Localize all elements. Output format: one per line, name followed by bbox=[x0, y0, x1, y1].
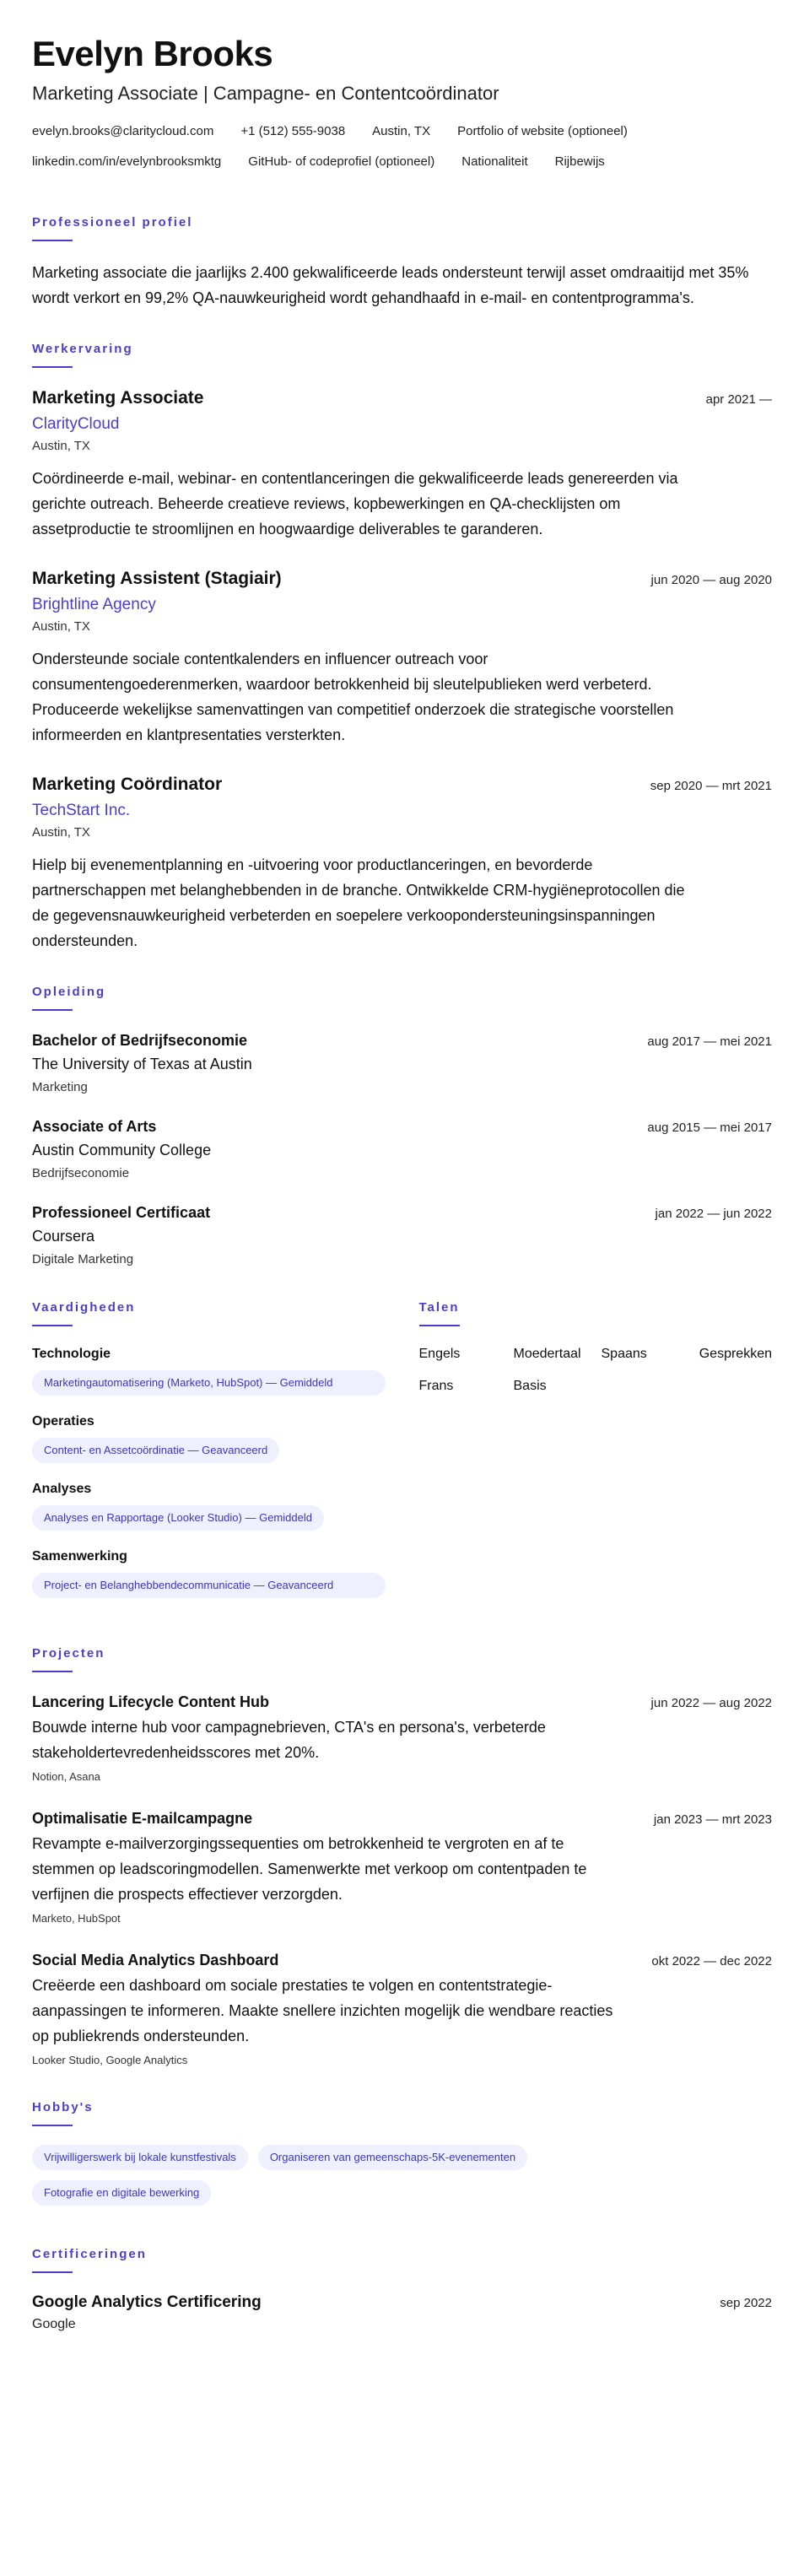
contact-nationality: Nationaliteit bbox=[461, 154, 528, 169]
skill-group bbox=[32, 1480, 386, 1531]
education-date: aug 2015 — mei 2017 bbox=[647, 1121, 772, 1135]
job-entry bbox=[32, 773, 772, 953]
project-title: Social Media Analytics Dashboard bbox=[32, 1952, 279, 1968]
project-date: jan 2023 — mrt 2023 bbox=[653, 1812, 772, 1827]
language-row bbox=[419, 1345, 773, 1364]
profile-summary: Marketing associate die jaarlijks 2.400 gekwalificeerde leads ondersteunt terwijl asset omdraaitijd met 35% wordt verkort en 99,2% QA-nauwkeurigheid wordt gehandhaafd in e-mail- en contentprogramma's. bbox=[32, 264, 749, 306]
section-divider bbox=[32, 1009, 73, 1011]
candidate-headline: Marketing Associate | Campagne- en Contentcoördinator bbox=[32, 83, 499, 104]
project-description: Creëerde een dashboard om sociale prestaties te volgen en contentstrategie-aanpassingen te informeren. Maakte snellere inzichten mogelijk die wendbare reacties op publiekrends ondersteunden. bbox=[32, 1977, 613, 2044]
candidate-name: Evelyn Brooks bbox=[32, 34, 273, 73]
hobby-pill: Fotografie en digitale bewerking bbox=[32, 2180, 211, 2206]
project-entry bbox=[32, 1691, 772, 1785]
section-divider bbox=[32, 240, 73, 241]
contact-license: Rijbewijs bbox=[554, 154, 605, 169]
certification-date: sep 2022 bbox=[720, 2296, 772, 2310]
education-date: aug 2017 — mei 2021 bbox=[647, 1034, 772, 1049]
skills-column bbox=[32, 1299, 386, 1615]
contact-email[interactable]: evelyn.brooks@claritycloud.com bbox=[32, 124, 214, 138]
section-divider bbox=[32, 2271, 73, 2273]
language-name: Frans bbox=[418, 1379, 454, 1393]
contact-location: Austin, TX bbox=[372, 124, 431, 138]
project-entry bbox=[32, 1807, 772, 1927]
education-degree: Associate of Arts bbox=[32, 1118, 157, 1135]
job-title: Marketing Coördinator bbox=[32, 775, 223, 794]
certification-title: Google Analytics Certificering bbox=[32, 2293, 262, 2311]
resume-header bbox=[32, 32, 772, 184]
skill-group bbox=[32, 1547, 386, 1598]
education-date: jan 2022 — jun 2022 bbox=[655, 1207, 772, 1221]
education-school: Austin Community College bbox=[32, 1142, 212, 1158]
section-title: Projecten bbox=[32, 1646, 105, 1661]
education-school: The University of Texas at Austin bbox=[32, 1056, 252, 1072]
education-entry bbox=[32, 1115, 772, 1183]
job-company[interactable]: Brightline Agency bbox=[32, 596, 156, 613]
section-divider bbox=[32, 1671, 73, 1672]
job-date: jun 2020 — aug 2020 bbox=[650, 573, 772, 587]
hobby-pill: Organiseren van gemeenschaps-5K-evenementen bbox=[258, 2145, 527, 2170]
project-description: Bouwde interne hub voor campagnebrieven, CTA's en persona's, verbeterde stakeholdertevredenheidsscores met 20%. bbox=[32, 1719, 546, 1761]
education-entry bbox=[32, 1029, 772, 1097]
job-date: sep 2020 — mrt 2021 bbox=[650, 779, 772, 793]
certification-entry bbox=[32, 2292, 772, 2334]
skill-group bbox=[32, 1412, 386, 1463]
project-tools: Marketo, HubSpot bbox=[32, 1912, 121, 1925]
language-name: Spaans bbox=[601, 1347, 647, 1361]
contact-phone[interactable]: +1 (512) 555-9038 bbox=[240, 124, 346, 138]
hobby-pill: Vrijwilligerswerk bij lokale kunstfestivals bbox=[32, 2145, 248, 2170]
language-level: Gesprekken bbox=[699, 1347, 772, 1361]
language-level: Basis bbox=[513, 1379, 547, 1393]
education-degree: Professioneel Certificaat bbox=[32, 1204, 211, 1221]
hobbies-section bbox=[32, 2099, 772, 2216]
language-name: Engels bbox=[418, 1347, 461, 1361]
section-title: Talen bbox=[418, 1300, 460, 1315]
profile-section bbox=[32, 214, 772, 311]
certifications-section bbox=[32, 2246, 772, 2334]
project-tools: Notion, Asana bbox=[32, 1770, 100, 1783]
projects-section bbox=[32, 1645, 772, 2069]
skill-group-label: Technologie bbox=[32, 1347, 111, 1361]
section-title: Opleiding bbox=[32, 985, 106, 999]
skill-pill: Marketingautomatisering (Marketo, HubSpot) — Gemiddeld bbox=[32, 1370, 386, 1396]
contact-linkedin[interactable]: linkedin.com/in/evelynbrooksmktg bbox=[32, 154, 222, 169]
project-tools: Looker Studio, Google Analytics bbox=[32, 2054, 188, 2066]
skill-pill: Project- en Belanghebbendecommunicatie — Geavanceerd bbox=[32, 1573, 386, 1598]
job-title: Marketing Associate bbox=[32, 388, 204, 408]
job-company[interactable]: ClarityCloud bbox=[32, 415, 120, 433]
education-entry bbox=[32, 1202, 772, 1269]
contact-github[interactable]: GitHub- of codeprofiel (optioneel) bbox=[248, 154, 435, 169]
skill-group-label: Analyses bbox=[32, 1482, 92, 1496]
section-divider bbox=[32, 1325, 73, 1326]
section-title: Certificeringen bbox=[32, 2247, 147, 2261]
skill-pill: Content- en Assetcoördinatie — Geavanceerd bbox=[32, 1438, 279, 1463]
job-description: Coördineerde e-mail, webinar- en contentlanceringen die gekwalificeerde leads genereerden via gerichte outreach. Beheerde creatieve reviews, kopbewerkingen en QA-checklijsten om assetproductie te stroomlijnen en hoogwaardige deliverables te garanderen. bbox=[32, 470, 678, 537]
job-date: apr 2021 — bbox=[705, 392, 772, 407]
job-location: Austin, TX bbox=[32, 439, 90, 453]
skill-group-label: Operaties bbox=[32, 1414, 94, 1428]
skill-group bbox=[32, 1345, 386, 1396]
certification-issuer: Google bbox=[32, 2317, 76, 2331]
job-location: Austin, TX bbox=[32, 825, 90, 840]
section-divider bbox=[32, 366, 73, 368]
section-divider bbox=[32, 2125, 73, 2126]
hobby-list bbox=[32, 2145, 639, 2216]
job-company[interactable]: TechStart Inc. bbox=[32, 802, 131, 819]
project-title: Lancering Lifecycle Content Hub bbox=[32, 1693, 270, 1710]
contact-list bbox=[32, 123, 772, 184]
project-description: Revampte e-mailverzorgingssequenties om betrokkenheid te vergroten en af te stemmen op leadscoringmodellen. Samenwerkte met verkoop om contentpaden te verfijnen die prospects effectiever verzorgden. bbox=[32, 1835, 587, 1903]
job-location: Austin, TX bbox=[32, 619, 90, 634]
section-divider bbox=[419, 1325, 460, 1326]
skill-pill: Analyses en Rapportage (Looker Studio) — Gemiddeld bbox=[32, 1505, 324, 1531]
project-date: okt 2022 — dec 2022 bbox=[651, 1954, 772, 1968]
job-entry bbox=[32, 386, 772, 542]
job-entry bbox=[32, 567, 772, 748]
job-description: Ondersteunde sociale contentkalenders en influencer outreach voor consumentengoederenmerken, waardoor betrokkenheid bij sleutelpublieken werd verbeterd. Produceerde wekelijkse samenvattingen van competitief onderzoek die strategische voorstellen informeerden en klantpresentaties versterkten. bbox=[32, 651, 674, 743]
section-title: Vaardigheden bbox=[32, 1300, 136, 1315]
education-field: Digitale Marketing bbox=[32, 1252, 134, 1266]
education-field: Marketing bbox=[32, 1080, 88, 1094]
experience-section bbox=[32, 341, 772, 953]
education-degree: Bachelor of Bedrijfseconomie bbox=[32, 1032, 248, 1049]
project-entry bbox=[32, 1949, 772, 2069]
project-title: Optimalisatie E-mailcampagne bbox=[32, 1810, 253, 1827]
section-title: Professioneel profiel bbox=[32, 215, 193, 230]
job-title: Marketing Assistent (Stagiair) bbox=[32, 569, 282, 588]
languages-column bbox=[419, 1299, 773, 1615]
education-field: Bedrijfseconomie bbox=[32, 1166, 130, 1180]
education-section bbox=[32, 984, 772, 1269]
section-title: Hobby's bbox=[32, 2100, 94, 2114]
language-level: Moedertaal bbox=[513, 1347, 581, 1361]
skills-languages-section bbox=[32, 1299, 772, 1615]
education-school: Coursera bbox=[32, 1228, 95, 1245]
project-date: jun 2022 — aug 2022 bbox=[650, 1696, 772, 1710]
skill-group-label: Samenwerking bbox=[32, 1549, 127, 1563]
section-title: Werkervaring bbox=[32, 342, 133, 356]
contact-portfolio[interactable]: Portfolio of website (optioneel) bbox=[457, 124, 628, 138]
language-row bbox=[419, 1377, 773, 1396]
job-description: Hielp bij evenementplanning en -uitvoering voor productlanceringen, en bevorderde partnerschappen met belanghebbenden in de branche. Ontwikkelde CRM-hygiëneprotocollen die de gegevensnauwkeurigheid verbeterden en soepelere verkoopondersteuningsinspanningen ondersteunden. bbox=[32, 856, 685, 949]
